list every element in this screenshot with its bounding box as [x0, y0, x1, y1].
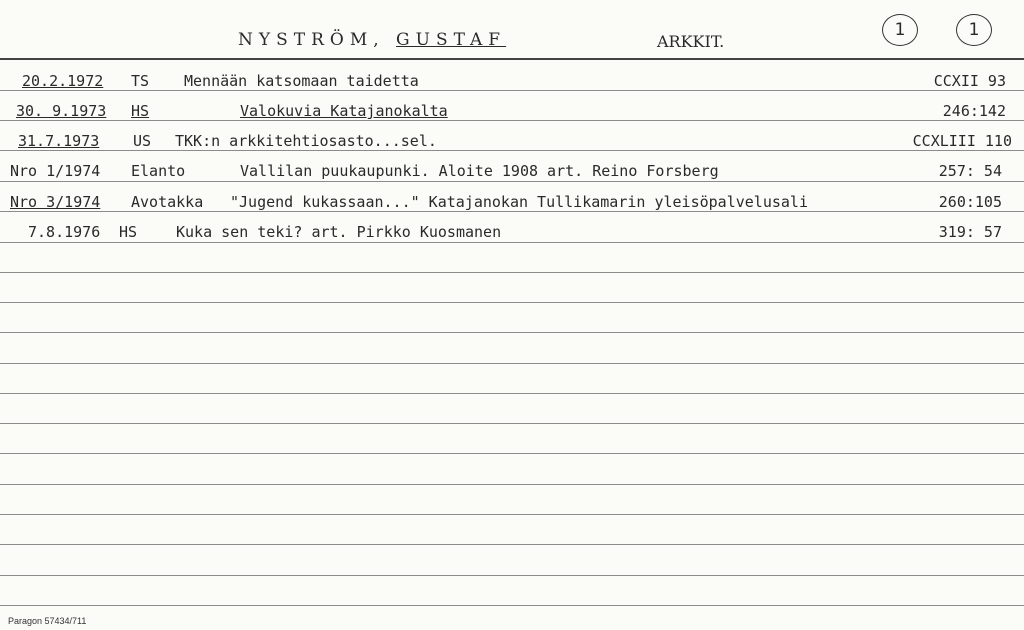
entry-ref: 260:105 — [938, 193, 1002, 211]
entry-ref: CCXLIII 110 — [912, 132, 1012, 150]
line-rule — [0, 544, 1024, 545]
line-rule — [0, 272, 1024, 273]
entry-text: Vallilan puukaupunki. Aloite 1908 art. Reino Forsberg — [240, 162, 719, 180]
header-rule — [0, 58, 1024, 60]
card-entry — [0, 98, 1024, 124]
entry-text: "Jugend kukassaan..." Katajanokan Tullikamarin yleisöpalvelusali — [230, 193, 808, 211]
entry-ref: 319: 57 — [938, 223, 1002, 241]
entry-source: HS — [131, 102, 150, 120]
entry-text: TKK:n arkkitehtiosasto...sel. — [175, 132, 437, 150]
entry-ref: 246:142 — [942, 102, 1006, 120]
entry-source: TS — [131, 72, 150, 90]
entry-text: Mennään katsomaan taidetta — [184, 72, 419, 90]
entry-date: 20.2.1972 — [22, 72, 104, 90]
entry-date: Nro 1/1974 — [10, 162, 101, 180]
circled-mark-2: 1 — [956, 14, 992, 46]
subject-heading: ARKKIT. — [657, 32, 725, 51]
line-rule — [0, 423, 1024, 424]
entry-date: 7.8.1976 — [28, 223, 101, 241]
card-entry — [0, 219, 1024, 245]
surname: NYSTRÖM, — [238, 30, 385, 50]
line-rule — [0, 453, 1024, 454]
card-name — [238, 30, 506, 50]
card-entry — [0, 68, 1024, 94]
line-rule — [0, 363, 1024, 364]
entry-date: 30. 9.1973 — [16, 102, 107, 120]
line-rule — [0, 484, 1024, 485]
entry-source: Avotakka — [131, 193, 204, 211]
entry-text: Valokuvia Katajanokalta — [240, 102, 448, 120]
line-rule — [0, 332, 1024, 333]
given-name: GUSTAF — [396, 30, 507, 50]
line-rule — [0, 514, 1024, 515]
card-entry — [0, 128, 1024, 154]
line-rule — [0, 393, 1024, 394]
card-entry — [0, 158, 1024, 184]
line-rule — [0, 302, 1024, 303]
line-rule — [0, 605, 1024, 606]
circled-mark-1: 1 — [882, 14, 918, 46]
line-rule — [0, 575, 1024, 576]
entry-ref: 257: 54 — [938, 162, 1002, 180]
entry-date: Nro 3/1974 — [10, 193, 101, 211]
card-entry — [0, 189, 1024, 215]
entry-source: US — [133, 132, 152, 150]
entry-ref: CCXII 93 — [933, 72, 1006, 90]
entry-date: 31.7.1973 — [18, 132, 100, 150]
card-footer: Paragon 57434/711 — [8, 616, 87, 626]
entry-text: Kuka sen teki? art. Pirkko Kuosmanen — [176, 223, 502, 241]
entry-source: HS — [119, 223, 138, 241]
entry-source: Elanto — [131, 162, 186, 180]
